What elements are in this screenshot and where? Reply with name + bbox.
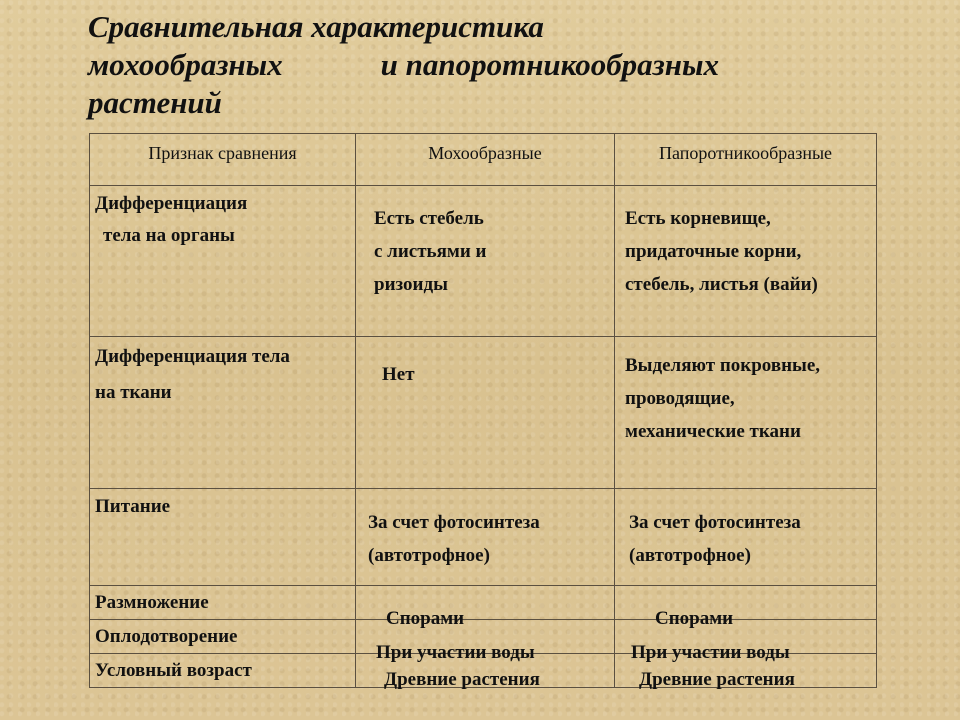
mosses-cell	[356, 620, 615, 663]
cell-line: ризоиды	[374, 274, 448, 295]
header-mosses: Мохообразные	[356, 134, 615, 186]
title-line-2	[88, 46, 908, 84]
table-row	[90, 337, 877, 489]
title-line-2b: и папоротникообразных	[380, 47, 719, 82]
cell-line: Древние растения	[384, 669, 540, 690]
ferns-cell	[615, 186, 877, 337]
label-line: на ткани	[95, 382, 172, 403]
cell-line: Есть стебель	[374, 208, 484, 229]
cell-line: Есть корневище,	[625, 208, 771, 229]
title-line-2a: мохообразных	[88, 47, 283, 82]
ferns-cell	[615, 654, 877, 688]
cell-line: механические ткани	[625, 421, 801, 442]
table-row	[90, 654, 877, 688]
cell-line: (автотрофное)	[629, 545, 751, 566]
ferns-cell	[615, 586, 877, 629]
table-row	[90, 186, 877, 337]
cell-line: За счет фотосинтеза	[368, 512, 540, 533]
cell-line: стебель, листья (вайи)	[625, 274, 818, 295]
cell-line: Спорами	[655, 608, 734, 629]
cell-line: За счет фотосинтеза	[629, 512, 801, 533]
row-label	[90, 620, 356, 654]
cell-line: Древние растения	[639, 669, 795, 690]
row-label	[90, 186, 356, 337]
label-line: Оплодотворение	[95, 626, 238, 647]
table-row	[90, 586, 877, 620]
ferns-cell	[615, 489, 877, 586]
header-criterion: Признак сравнения	[90, 134, 356, 186]
label-line: тела на органы	[103, 225, 235, 246]
cell-line: Спорами	[386, 608, 465, 629]
label-line: Дифференциация тела	[95, 346, 290, 367]
slide-title	[88, 8, 908, 122]
row-label	[90, 586, 356, 620]
label-line: Питание	[95, 496, 171, 517]
label-line: Условный возраст	[95, 660, 252, 681]
cell-line: При участии воды	[376, 642, 535, 663]
row-label	[90, 654, 356, 688]
mosses-cell	[356, 489, 615, 586]
cell-line: с листьями и	[374, 241, 487, 262]
mosses-cell	[356, 654, 615, 688]
cell-line: Выделяют покровные,	[625, 355, 821, 376]
cell-line: проводящие,	[625, 388, 735, 409]
title-line-3: растений	[88, 85, 222, 120]
row-label	[90, 489, 356, 586]
table-row	[90, 620, 877, 654]
mosses-cell	[356, 186, 615, 337]
cell-line: придаточные корни,	[625, 241, 802, 262]
ferns-cell	[615, 620, 877, 663]
header-ferns: Папоротникообразные	[615, 134, 877, 186]
cell-line: (автотрофное)	[368, 545, 490, 566]
mosses-cell	[356, 337, 615, 489]
mosses-cell	[356, 586, 615, 629]
cell-line: При участии воды	[631, 642, 790, 663]
cell-line: Нет	[382, 364, 415, 385]
table-row	[90, 489, 877, 586]
row-label	[90, 337, 356, 489]
comparison-table	[89, 133, 877, 688]
title-line-1: Сравнительная характеристика	[88, 9, 544, 44]
label-line: Дифференциация	[95, 193, 248, 214]
label-line: Размножение	[95, 592, 209, 613]
table-header-row	[90, 134, 877, 186]
ferns-cell	[615, 337, 877, 489]
